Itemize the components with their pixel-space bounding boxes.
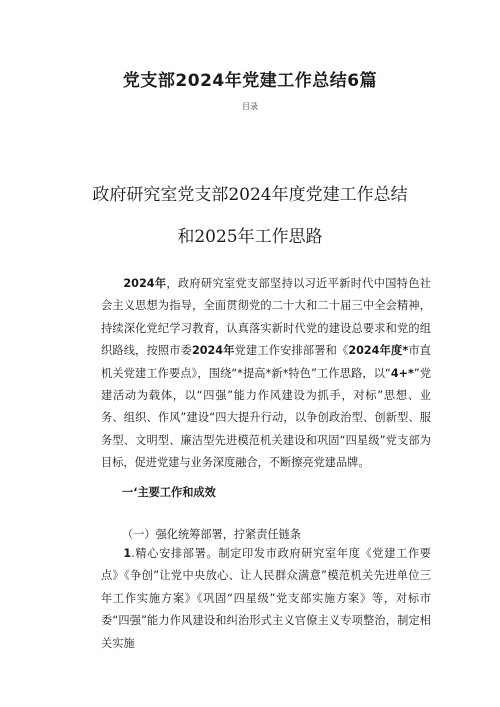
- intro-text-1: ，政府研究室党支部坚持以习近平新时代中国特色社会主义思想为指导，全面贯彻党的二十大和二十届三中全会精神，持续深化党纪学习教育，认真落实新时代党的建设总要求和党的组织路线，按照市委: [101, 277, 431, 358]
- item1-number: 1: [123, 547, 132, 560]
- intro-bold-year-star: 2024年度*: [348, 344, 409, 358]
- intro-text-2: 党建工作安排部署和《: [234, 344, 349, 358]
- item1-paragraph: [101, 543, 431, 655]
- section1-heading: 一‘主要工作和成效: [122, 486, 216, 499]
- intro-text-3: 市直机关党建工作要点》，围绕“*提高*新*特色”工作思路，以“: [101, 344, 431, 380]
- intro-bold-4plus: 4+*: [390, 366, 414, 380]
- intro-paragraph: [101, 273, 431, 475]
- intro-lead: 2024年: [123, 277, 167, 290]
- intro-text-4: ”党建活动为载体，以“四强”能力作风建设为抓手，对标”思想、业务、组织、作风”建设“四大提升行动，以争创政治型、创新型、服务型、文明型、廉洁型先进模范机关建设和巩固“四星级”党支部为目标，促进党建与业务深度融合，不断擦亮党建品牌。: [101, 366, 432, 470]
- article-title-line1: 政府研究室党支部2024年度党建工作总结: [92, 185, 408, 205]
- subsection1-heading: （一）强化统筹部署，拧紧责任链条: [122, 528, 302, 541]
- article-title-line2: 和2025年工作思路: [177, 227, 323, 247]
- document-title: 党支部2024年党建工作总结6篇: [122, 71, 378, 91]
- intro-bold-year: 2024年: [191, 344, 235, 358]
- toc-label[interactable]: 目录: [242, 102, 258, 111]
- item1-text: .精心安排部署。制定印发市政府研究室年度《党建工作要点》《争创”让党中央放心、让人民群众满意”模范机关先进单位三年工作实施方案》《巩固“四星级”党支部实施方案》等，对标市委“四强”能力作风建设和纠治形式主义官僚主义专项整治，制定相关实施: [101, 547, 431, 650]
